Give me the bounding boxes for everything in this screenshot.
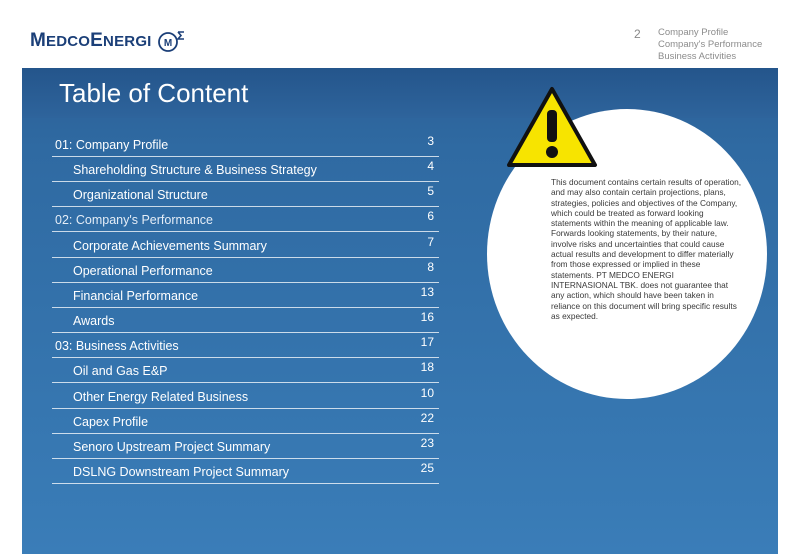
toc-label: DSLNG Downstream Project Summary bbox=[73, 464, 290, 479]
toc-row[interactable] bbox=[52, 307, 439, 333]
section-nav bbox=[658, 27, 762, 63]
nav-item-business-activities[interactable]: Business Activities bbox=[658, 51, 737, 62]
logo-wordmark: MEDCOENERGI bbox=[30, 30, 152, 51]
toc-label: Oil and Gas E&P bbox=[73, 364, 168, 379]
toc-row[interactable] bbox=[52, 206, 439, 232]
nav-item-company-performance[interactable]: Company's Performance bbox=[658, 39, 763, 50]
toc-label: Organizational Structure bbox=[73, 188, 208, 203]
toc-page-number: 7 bbox=[427, 234, 434, 249]
toc-page-number: 5 bbox=[427, 184, 434, 199]
toc-page-number: 10 bbox=[420, 385, 434, 400]
toc-label: Awards bbox=[73, 314, 115, 329]
toc-row[interactable] bbox=[52, 408, 439, 434]
toc-row[interactable] bbox=[52, 282, 439, 308]
toc-row[interactable] bbox=[52, 181, 439, 207]
toc-row[interactable] bbox=[52, 232, 439, 258]
company-logo bbox=[30, 30, 186, 52]
toc-label: Corporate Achievements Summary bbox=[73, 238, 267, 253]
toc-page-number: 13 bbox=[420, 284, 434, 299]
page-title: Table of Content bbox=[59, 78, 249, 108]
svg-text:M: M bbox=[163, 38, 172, 49]
toc-page-number: 3 bbox=[427, 134, 434, 148]
toc-label: 03: Business Activities bbox=[55, 339, 179, 354]
toc-label: Senoro Upstream Project Summary bbox=[73, 439, 271, 454]
toc-row[interactable] bbox=[52, 433, 439, 459]
toc-label: Operational Performance bbox=[73, 263, 213, 278]
toc-label: 02: Company's Performance bbox=[55, 213, 214, 228]
toc-row[interactable] bbox=[52, 383, 439, 409]
warning-icon bbox=[506, 86, 598, 168]
toc-page-number: 16 bbox=[420, 310, 434, 325]
toc-page-number: 25 bbox=[420, 460, 434, 475]
toc-row[interactable] bbox=[52, 458, 439, 484]
toc-page-number: 17 bbox=[420, 335, 434, 350]
toc-page-number: 18 bbox=[420, 360, 434, 375]
toc-label: Financial Performance bbox=[73, 288, 199, 303]
page-number: 2 bbox=[634, 27, 641, 41]
toc-page-number: 8 bbox=[427, 259, 434, 274]
toc-label: Shareholding Structure & Business Strategy bbox=[73, 163, 317, 178]
toc-row[interactable] bbox=[52, 156, 439, 182]
toc-label: Capex Profile bbox=[73, 414, 149, 429]
disclaimer-text: This document contains certain results of operation, and may also contain certain projections, plans, strategies, policies and objectives of the Company, which could be treated as forward looking statements within the meaning of applicable law. Forwards looking statements, by their nature, involve risks and uncertainties that could cause actual results and development to differ materially from those expressed or implied in these statements. PT MEDCO ENERGI INTERNASIONAL TBK. does not guarantee that any action, which should have been taken in reliance on this document will bring specific results as expected. bbox=[551, 177, 742, 321]
toc-row[interactable] bbox=[52, 357, 439, 383]
logo-mark-icon bbox=[158, 30, 186, 52]
toc-row[interactable] bbox=[52, 332, 439, 358]
toc-page-number: 23 bbox=[420, 435, 434, 450]
toc-page-number: 4 bbox=[427, 159, 434, 174]
toc-label: Other Energy Related Business bbox=[73, 389, 249, 404]
nav-item-company-profile[interactable]: Company Profile bbox=[658, 27, 729, 38]
toc-page-number: 6 bbox=[427, 209, 434, 224]
toc-row[interactable] bbox=[52, 131, 439, 157]
toc-row[interactable] bbox=[52, 257, 439, 283]
toc-page-number: 22 bbox=[420, 410, 434, 425]
toc-label: 01: Company Profile bbox=[55, 138, 169, 152]
